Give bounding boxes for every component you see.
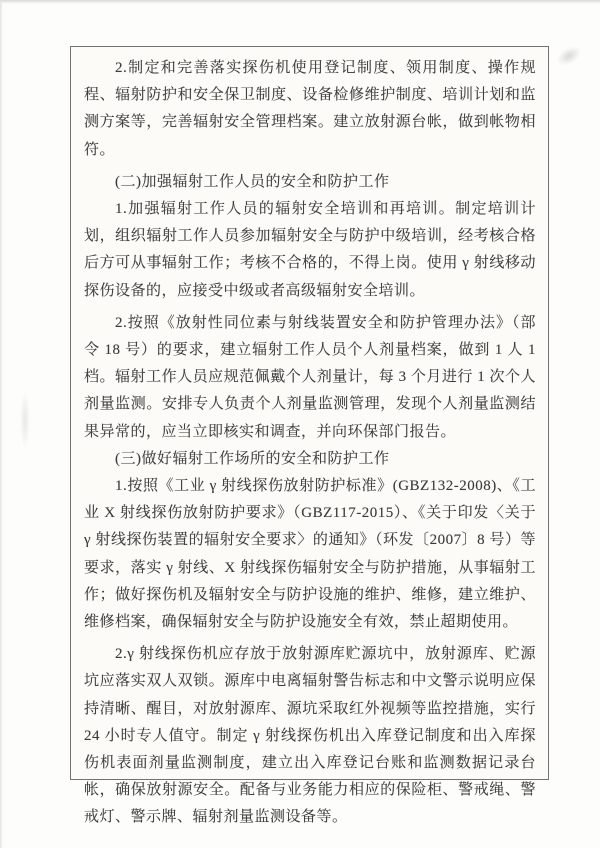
paragraph-standards-compliance: 1.按照《工业 γ 射线探伤放射防护标准》(GBZ132-2008)、《工业 X 射线探伤放射防护要求》（GBZ117-2015）、《关于印发〈关于 γ 射线探伤装置的辐射安全要求〉的通知》（环发〔2007〕8 号）等要求，落实 γ 射线、X 射线探伤辐射安全与防护措施，从事辐射工作；做好探伤机及辐射安全与防护设施的维护、维修，建立维护、维修档案，确保辐射安全与防护设施安全有效，禁止超期使用。 (84, 478, 536, 631)
heading-section-2-personnel-protection: (二)加强辐射工作人员的安全和防护工作 (115, 173, 390, 190)
paragraph-personal-dose-records: 2.按照《放射性同位素与射线装置安全和防护管理办法》（部令 18 号）的要求，建立辐射工作人员个人剂量档案，做到 1 人 1 档。辐射工作人员应规范佩戴个人剂量计，每 3 个月进行 1 次个人剂量监测。安排专人负责个人剂量监测管理，发现个人剂量监测结果异常的，应当立即核实和调查，并向环保部门报告。 (84, 314, 536, 440)
scan-edge-artifact-top (0, 0, 600, 4)
heading-section-3-workplace-protection: (三)做好辐射工作场所的安全和防护工作 (115, 450, 390, 467)
paragraph-detection-machine-rules: 2.制定和完善落实探伤机使用登记制度、领用制度、操作规程、辐射防护和安全保卫制度、设备检修维护制度、培训计划和监测方案等，完善辐射安全管理档案。建立放射源台帐，做到帐物相符。 (84, 60, 536, 158)
scan-smudge-artifact (20, 390, 30, 450)
paragraph-source-storage-security: 2.γ 射线探伤机应存放于放射源库贮源坑中，放射源库、贮源坑应落实双人双锁。源库中电离辐射警告标志和中文警示说明应保持清晰、醒目，对放射源库、源坑采取红外视频等监控措施，实行 24 小时专人值守。制定 γ 射线探伤机出入库登记制度和出入库探伤机表面剂量监测制度，建立出入库登记台账和监测数据记录台帐，确保放射源安全。配备与业务能力相应的保险柜、警戒绳、警戒灯、警示牌、辐射剂量监测设备等。 (84, 646, 536, 826)
scan-smudge-artifact (554, 43, 585, 70)
document-border-box (70, 46, 549, 826)
scan-edge-artifact-left (0, 0, 3, 848)
paragraph-safety-training: 1.加强辐射工作人员的辐射安全培训和再培训。制定培训计划，组织辐射工作人员参加辐射安全与防护中级培训，经考核合格后方可从事辐射工作；考核不合格的，不得上岗。使用 γ 射线移动探伤设备的，应接受中级或者高级辐射安全培训。 (84, 201, 536, 299)
